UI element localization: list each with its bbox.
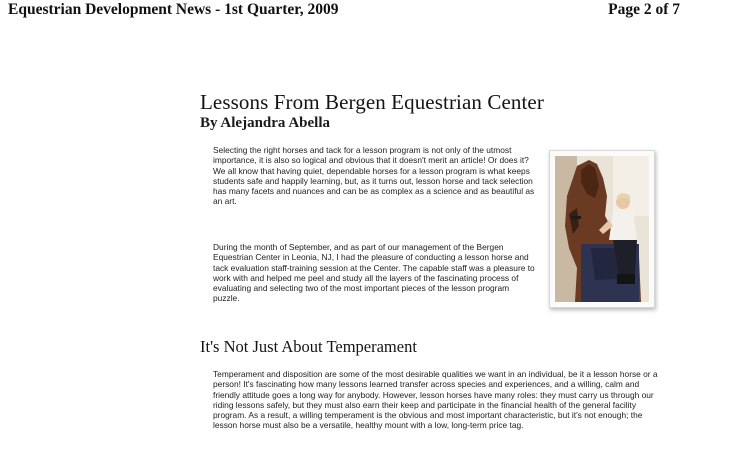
page-header-title: Equestrian Development News - 1st Quarter, 2009: [8, 1, 339, 18]
section-heading: It's Not Just About Temperament: [200, 337, 417, 356]
page-number: Page 2 of 7: [608, 1, 680, 18]
horse-and-rider-photo: [555, 156, 649, 302]
article-byline: By Alejandra Abella: [200, 115, 331, 131]
section-paragraph: Temperament and disposition are some of the most desirable qualities we want in an individual, be it a lesson horse or a person! It's fascinating how many lessons learned transfer across species and experiences, and a willing, calm and friendly attitude goes a long way for anybody. However, lesson horses have many roles: they must carry us through our riding lessons safely, but they must also earn their keep and participate in the financial health of the general facility program. As a result, a willing temperament is the obvious and most important characteristic, but it's not enough; the lesson horse must also be a versatile, healthy mount with a low, long-term price tag.: [213, 369, 658, 431]
article-paragraph-1: Selecting the right horses and tack for a lesson program is not only of the utmost importance, it is also so logical and obvious that it doesn't merit an article! Or does it? We all know that having quiet, dependable horses for a lesson program is what keeps students safe and happily learning, but, as it turns out, lesson horse and tack selection has many facets and nuances and can be as complex as a science and as beautiful as an art.: [213, 145, 535, 207]
article-paragraph-2: During the month of September, and as part of our management of the Bergen Equestrian Center in Leonia, NJ, I had the pleasure of conducting a lesson horse and tack evaluation staff-training session at the Center. The capable staff was a pleasure to work with and helped me peel and study all the layers of the fascinating process of evaluating and selecting two of the most important pieces of the lesson program puzzle.: [213, 242, 535, 304]
article-photo: [549, 150, 655, 308]
article-title: Lessons From Bergen Equestrian Center: [200, 90, 544, 114]
